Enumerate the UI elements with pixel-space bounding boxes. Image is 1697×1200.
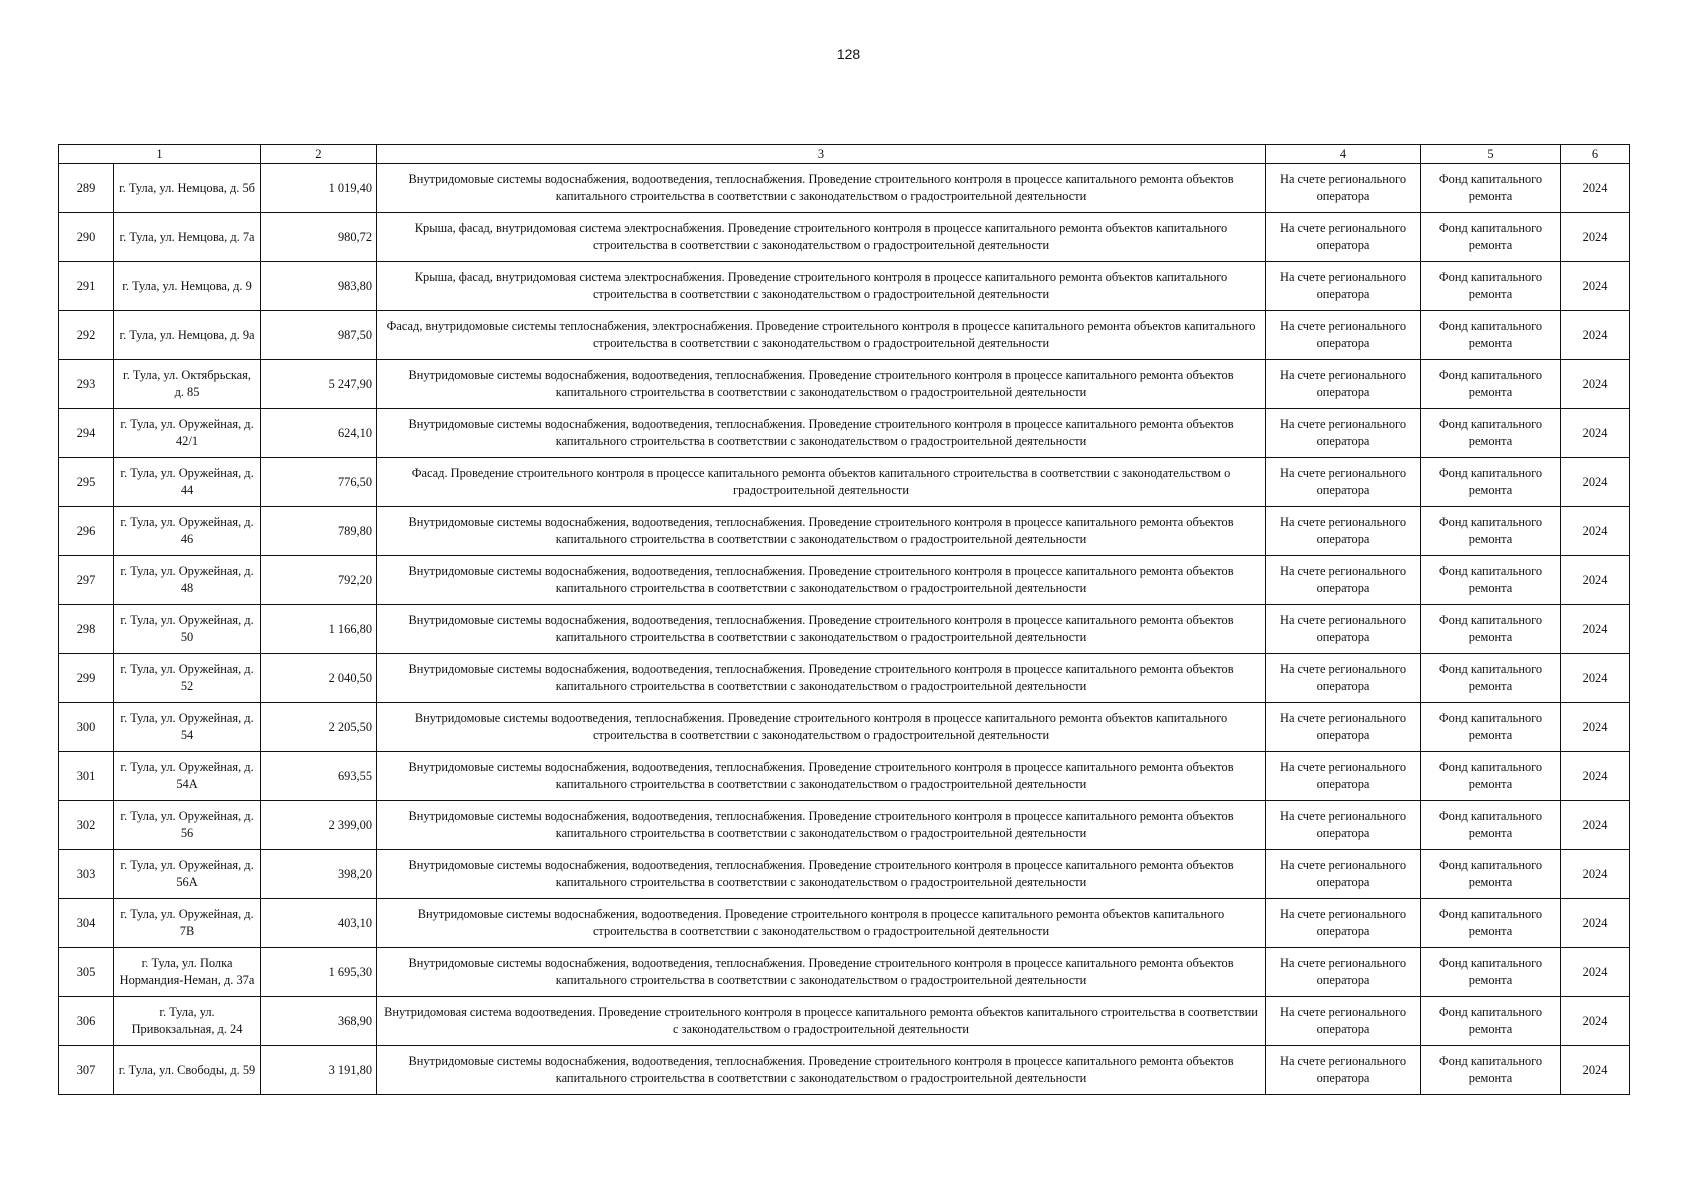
work-description-cell: Внутридомовые системы водоснабжения, водоотведения, теплоснабжения. Проведение строительного контроля в процессе капитального ремонта объектов капитального строительства в соответствии с законодательством о градостроительной деятельности [377, 752, 1266, 801]
year-cell: 2024 [1561, 801, 1630, 850]
year-cell: 2024 [1561, 458, 1630, 507]
funding-source-cell: Фонд капитального ремонта [1421, 752, 1561, 801]
table-row [59, 311, 1630, 360]
table-row [59, 997, 1630, 1046]
funding-method-cell: На счете регионального оператора [1266, 507, 1421, 556]
funding-method-cell: На счете регионального оператора [1266, 311, 1421, 360]
area-cell: 789,80 [261, 507, 377, 556]
column-header-4: 4 [1266, 145, 1421, 164]
table-row [59, 556, 1630, 605]
column-header-3: 3 [377, 145, 1266, 164]
area-cell: 2 399,00 [261, 801, 377, 850]
funding-source-cell: Фонд капитального ремонта [1421, 311, 1561, 360]
funding-source-cell: Фонд капитального ремонта [1421, 164, 1561, 213]
funding-method-cell: На счете регионального оператора [1266, 997, 1421, 1046]
area-cell: 1 695,30 [261, 948, 377, 997]
area-cell: 693,55 [261, 752, 377, 801]
funding-source-cell: Фонд капитального ремонта [1421, 899, 1561, 948]
year-cell: 2024 [1561, 605, 1630, 654]
address-cell: г. Тула, ул. Оружейная, д. 54 [114, 703, 261, 752]
area-cell: 1 166,80 [261, 605, 377, 654]
table-row [59, 1046, 1630, 1095]
funding-method-cell: На счете регионального оператора [1266, 164, 1421, 213]
row-number: 289 [59, 164, 114, 213]
table-row [59, 262, 1630, 311]
year-cell: 2024 [1561, 213, 1630, 262]
year-cell: 2024 [1561, 1046, 1630, 1095]
row-number: 300 [59, 703, 114, 752]
year-cell: 2024 [1561, 948, 1630, 997]
address-cell: г. Тула, ул. Немцова, д. 7а [114, 213, 261, 262]
row-number: 298 [59, 605, 114, 654]
table-row [59, 213, 1630, 262]
address-cell: г. Тула, ул. Оружейная, д. 52 [114, 654, 261, 703]
work-description-cell: Внутридомовые системы водоотведения, теплоснабжения. Проведение строительного контроля в процессе капитального ремонта объектов капитального строительства в соответствии с законодательством о градостроительной деятельности [377, 703, 1266, 752]
funding-method-cell: На счете регионального оператора [1266, 262, 1421, 311]
row-number: 304 [59, 899, 114, 948]
work-description-cell: Внутридомовые системы водоснабжения, водоотведения, теплоснабжения. Проведение строительного контроля в процессе капитального ремонта объектов капитального строительства в соответствии с законодательством о градостроительной деятельности [377, 360, 1266, 409]
year-cell: 2024 [1561, 899, 1630, 948]
address-cell: г. Тула, ул. Оружейная, д. 42/1 [114, 409, 261, 458]
funding-method-cell: На счете регионального оператора [1266, 409, 1421, 458]
row-number: 303 [59, 850, 114, 899]
work-description-cell: Внутридомовые системы водоснабжения, водоотведения, теплоснабжения. Проведение строительного контроля в процессе капитального ремонта объектов капитального строительства в соответствии с законодательством о градостроительной деятельности [377, 507, 1266, 556]
work-description-cell: Внутридомовые системы водоснабжения, водоотведения, теплоснабжения. Проведение строительного контроля в процессе капитального ремонта объектов капитального строительства в соответствии с законодательством о градостроительной деятельности [377, 409, 1266, 458]
work-description-cell: Внутридомовые системы водоснабжения, водоотведения, теплоснабжения. Проведение строительного контроля в процессе капитального ремонта объектов капитального строительства в соответствии с законодательством о градостроительной деятельности [377, 850, 1266, 899]
address-cell: г. Тула, ул. Оружейная, д. 46 [114, 507, 261, 556]
row-number: 295 [59, 458, 114, 507]
area-cell: 776,50 [261, 458, 377, 507]
funding-method-cell: На счете регионального оператора [1266, 654, 1421, 703]
year-cell: 2024 [1561, 262, 1630, 311]
work-description-cell: Фасад. Проведение строительного контроля в процессе капитального ремонта объектов капитального строительства в соответствии с законодательством о градостроительной деятельности [377, 458, 1266, 507]
work-description-cell: Внутридомовые системы водоснабжения, водоотведения, теплоснабжения. Проведение строительного контроля в процессе капитального ремонта объектов капитального строительства в соответствии с законодательством о градостроительной деятельности [377, 164, 1266, 213]
row-number: 293 [59, 360, 114, 409]
area-cell: 2 205,50 [261, 703, 377, 752]
table-row [59, 850, 1630, 899]
funding-source-cell: Фонд капитального ремонта [1421, 1046, 1561, 1095]
year-cell: 2024 [1561, 850, 1630, 899]
address-cell: г. Тула, ул. Немцова, д. 9 [114, 262, 261, 311]
area-cell: 3 191,80 [261, 1046, 377, 1095]
table-row [59, 899, 1630, 948]
funding-source-cell: Фонд капитального ремонта [1421, 850, 1561, 899]
funding-source-cell: Фонд капитального ремонта [1421, 409, 1561, 458]
address-cell: г. Тула, ул. Немцова, д. 9а [114, 311, 261, 360]
area-cell: 2 040,50 [261, 654, 377, 703]
row-number: 307 [59, 1046, 114, 1095]
funding-method-cell: На счете регионального оператора [1266, 458, 1421, 507]
table-row [59, 703, 1630, 752]
address-cell: г. Тула, ул. Полка Нормандия-Неман, д. 37а [114, 948, 261, 997]
address-cell: г. Тула, ул. Оружейная, д. 56 [114, 801, 261, 850]
work-description-cell: Крыша, фасад, внутридомовая система электроснабжения. Проведение строительного контроля в процессе капитального ремонта объектов капитального строительства в соответствии с законодательством о градостроительной деятельности [377, 213, 1266, 262]
table-row [59, 360, 1630, 409]
work-description-cell: Фасад, внутридомовые системы теплоснабжения, электроснабжения. Проведение строительного контроля в процессе капитального ремонта объектов капитального строительства в соответствии с законодательством о градостроительной деятельности [377, 311, 1266, 360]
column-header-1: 1 [59, 145, 261, 164]
funding-source-cell: Фонд капитального ремонта [1421, 703, 1561, 752]
year-cell: 2024 [1561, 311, 1630, 360]
funding-source-cell: Фонд капитального ремонта [1421, 458, 1561, 507]
address-cell: г. Тула, ул. Оружейная, д. 50 [114, 605, 261, 654]
area-cell: 368,90 [261, 997, 377, 1046]
table-row [59, 507, 1630, 556]
table-row [59, 654, 1630, 703]
area-cell: 403,10 [261, 899, 377, 948]
funding-method-cell: На счете регионального оператора [1266, 703, 1421, 752]
year-cell: 2024 [1561, 654, 1630, 703]
work-description-cell: Внутридомовые системы водоснабжения, водоотведения, теплоснабжения. Проведение строительного контроля в процессе капитального ремонта объектов капитального строительства в соответствии с законодательством о градостроительной деятельности [377, 556, 1266, 605]
address-cell: г. Тула, ул. Немцова, д. 5б [114, 164, 261, 213]
funding-method-cell: На счете регионального оператора [1266, 899, 1421, 948]
row-number: 297 [59, 556, 114, 605]
work-description-cell: Внутридомовые системы водоснабжения, водоотведения, теплоснабжения. Проведение строительного контроля в процессе капитального ремонта объектов капитального строительства в соответствии с законодательством о градостроительной деятельности [377, 801, 1266, 850]
funding-source-cell: Фонд капитального ремонта [1421, 262, 1561, 311]
year-cell: 2024 [1561, 556, 1630, 605]
row-number: 296 [59, 507, 114, 556]
table-row [59, 948, 1630, 997]
funding-method-cell: На счете регионального оператора [1266, 850, 1421, 899]
funding-method-cell: На счете регионального оператора [1266, 605, 1421, 654]
area-cell: 398,20 [261, 850, 377, 899]
address-cell: г. Тула, ул. Оружейная, д. 54А [114, 752, 261, 801]
funding-method-cell: На счете регионального оператора [1266, 556, 1421, 605]
column-number-row [59, 145, 1630, 164]
row-number: 305 [59, 948, 114, 997]
area-cell: 5 247,90 [261, 360, 377, 409]
row-number: 294 [59, 409, 114, 458]
column-header-6: 6 [1561, 145, 1630, 164]
work-description-cell: Внутридомовые системы водоснабжения, водоотведения, теплоснабжения. Проведение строительного контроля в процессе капитального ремонта объектов капитального строительства в соответствии с законодательством о градостроительной деятельности [377, 654, 1266, 703]
year-cell: 2024 [1561, 703, 1630, 752]
area-cell: 792,20 [261, 556, 377, 605]
year-cell: 2024 [1561, 164, 1630, 213]
funding-source-cell: Фонд капитального ремонта [1421, 605, 1561, 654]
row-number: 290 [59, 213, 114, 262]
year-cell: 2024 [1561, 997, 1630, 1046]
row-number: 306 [59, 997, 114, 1046]
year-cell: 2024 [1561, 507, 1630, 556]
year-cell: 2024 [1561, 360, 1630, 409]
year-cell: 2024 [1561, 752, 1630, 801]
table-row [59, 409, 1630, 458]
address-cell: г. Тула, ул. Оружейная, д. 56А [114, 850, 261, 899]
funding-source-cell: Фонд капитального ремонта [1421, 654, 1561, 703]
row-number: 302 [59, 801, 114, 850]
funding-source-cell: Фонд капитального ремонта [1421, 507, 1561, 556]
work-description-cell: Внутридомовые системы водоснабжения, водоотведения, теплоснабжения. Проведение строительного контроля в процессе капитального ремонта объектов капитального строительства в соответствии с законодательством о градостроительной деятельности [377, 605, 1266, 654]
funding-source-cell: Фонд капитального ремонта [1421, 997, 1561, 1046]
funding-source-cell: Фонд капитального ремонта [1421, 801, 1561, 850]
registry-table [58, 144, 1630, 1095]
funding-source-cell: Фонд капитального ремонта [1421, 948, 1561, 997]
column-header-2: 2 [261, 145, 377, 164]
address-cell: г. Тула, ул. Привокзальная, д. 24 [114, 997, 261, 1046]
column-header-5: 5 [1421, 145, 1561, 164]
work-description-cell: Внутридомовые системы водоснабжения, водоотведения, теплоснабжения. Проведение строительного контроля в процессе капитального ремонта объектов капитального строительства в соответствии с законодательством о градостроительной деятельности [377, 1046, 1266, 1095]
funding-method-cell: На счете регионального оператора [1266, 213, 1421, 262]
row-number: 292 [59, 311, 114, 360]
funding-method-cell: На счете регионального оператора [1266, 752, 1421, 801]
table-row [59, 164, 1630, 213]
table-body [59, 145, 1630, 1095]
work-description-cell: Внутридомовая система водоотведения. Проведение строительного контроля в процессе капитального ремонта объектов капитального строительства в соответствии с законодательством о градостроительной деятельности [377, 997, 1266, 1046]
area-cell: 624,10 [261, 409, 377, 458]
table-row [59, 752, 1630, 801]
area-cell: 987,50 [261, 311, 377, 360]
funding-source-cell: Фонд капитального ремонта [1421, 556, 1561, 605]
work-description-cell: Внутридомовые системы водоснабжения, водоотведения, теплоснабжения. Проведение строительного контроля в процессе капитального ремонта объектов капитального строительства в соответствии с законодательством о градостроительной деятельности [377, 948, 1266, 997]
table-row [59, 801, 1630, 850]
work-description-cell: Внутридомовые системы водоснабжения, водоотведения. Проведение строительного контроля в процессе капитального ремонта объектов капитального строительства в соответствии с законодательством о градостроительной деятельности [377, 899, 1266, 948]
area-cell: 980,72 [261, 213, 377, 262]
area-cell: 1 019,40 [261, 164, 377, 213]
address-cell: г. Тула, ул. Октябрьская, д. 85 [114, 360, 261, 409]
area-cell: 983,80 [261, 262, 377, 311]
table-row [59, 458, 1630, 507]
address-cell: г. Тула, ул. Свободы, д. 59 [114, 1046, 261, 1095]
row-number: 291 [59, 262, 114, 311]
address-cell: г. Тула, ул. Оружейная, д. 7В [114, 899, 261, 948]
year-cell: 2024 [1561, 409, 1630, 458]
funding-method-cell: На счете регионального оператора [1266, 948, 1421, 997]
row-number: 299 [59, 654, 114, 703]
funding-source-cell: Фонд капитального ремонта [1421, 360, 1561, 409]
funding-method-cell: На счете регионального оператора [1266, 1046, 1421, 1095]
funding-method-cell: На счете регионального оператора [1266, 801, 1421, 850]
row-number: 301 [59, 752, 114, 801]
work-description-cell: Крыша, фасад, внутридомовая система электроснабжения. Проведение строительного контроля в процессе капитального ремонта объектов капитального строительства в соответствии с законодательством о градостроительной деятельности [377, 262, 1266, 311]
address-cell: г. Тула, ул. Оружейная, д. 48 [114, 556, 261, 605]
address-cell: г. Тула, ул. Оружейная, д. 44 [114, 458, 261, 507]
table-row [59, 605, 1630, 654]
page-number: 128 [836, 46, 861, 62]
funding-method-cell: На счете регионального оператора [1266, 360, 1421, 409]
funding-source-cell: Фонд капитального ремонта [1421, 213, 1561, 262]
